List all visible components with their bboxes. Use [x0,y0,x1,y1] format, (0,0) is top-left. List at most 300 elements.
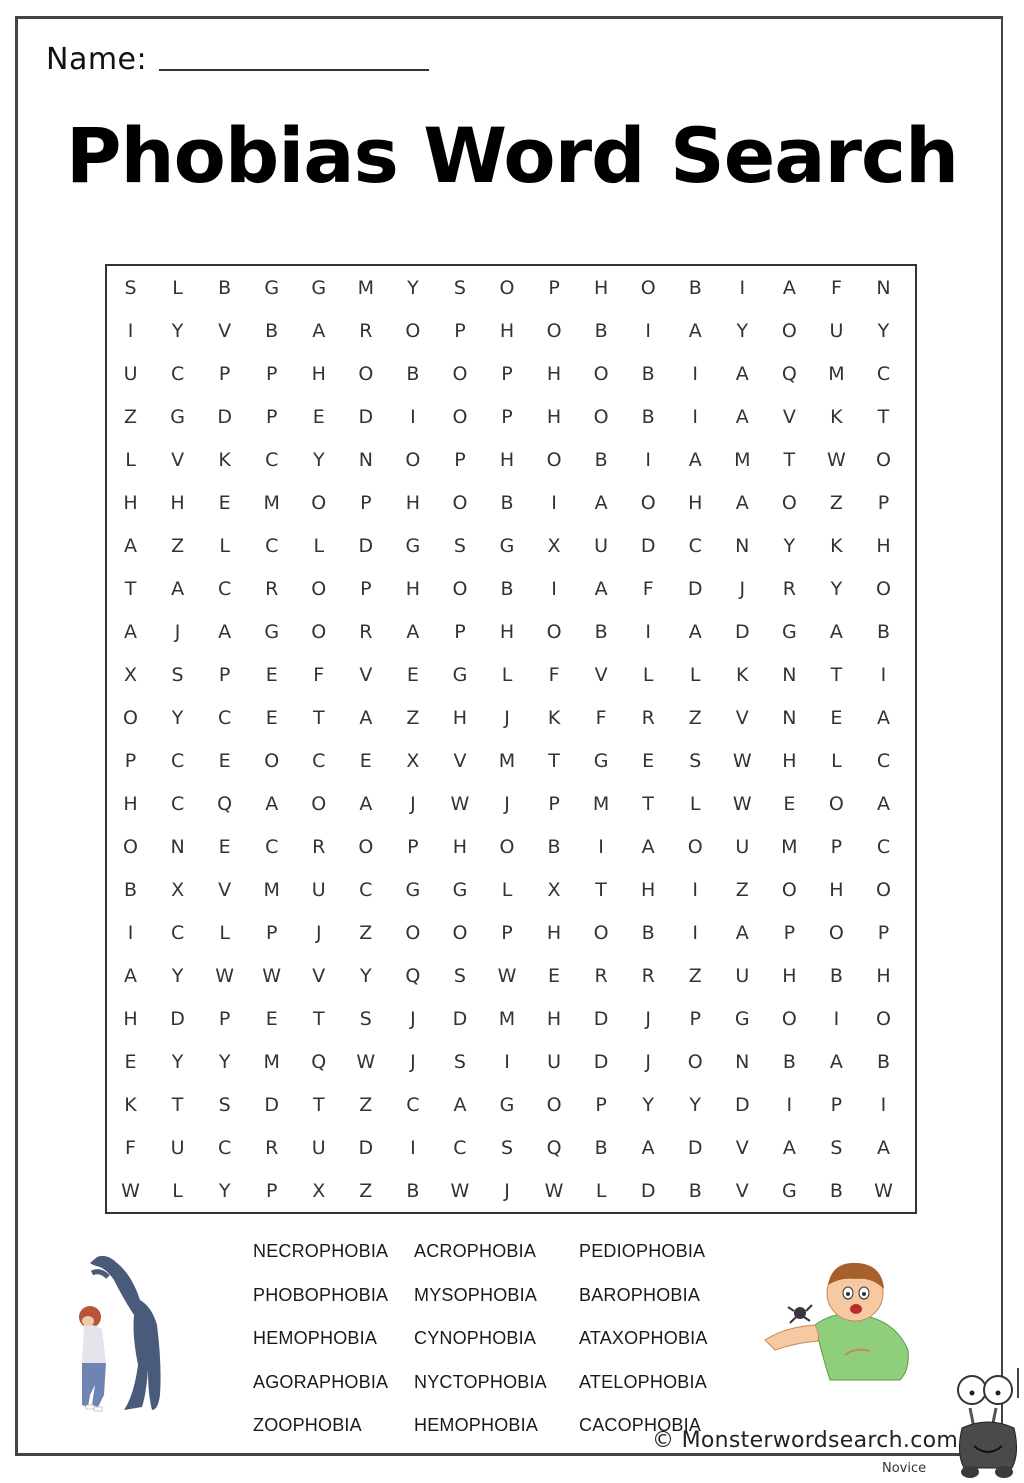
grid-cell[interactable]: V [453,749,467,772]
grid-cell[interactable]: O [781,878,797,901]
grid-cell[interactable]: Y [218,1050,231,1073]
grid-cell[interactable]: O [546,448,562,471]
grid-cell[interactable]: O [640,491,656,514]
grid-cell[interactable]: O [452,362,468,385]
grid-cell[interactable]: C [876,749,891,772]
grid-cell[interactable]: V [735,1179,749,1202]
grid-cell[interactable]: L [219,534,230,557]
grid-cell[interactable]: E [642,749,655,772]
grid-cell[interactable]: A [876,792,890,815]
grid-cell[interactable]: J [315,921,322,944]
grid-cell[interactable]: J [739,577,746,600]
grid-cell[interactable]: M [828,362,845,385]
grid-cell[interactable]: M [357,276,375,299]
grid-cell[interactable]: T [595,878,607,901]
grid-cell[interactable]: V [171,448,185,471]
grid-cell[interactable]: X [406,749,420,772]
grid-cell[interactable]: B [218,276,232,299]
grid-cell[interactable]: D [264,1093,280,1116]
grid-cell[interactable]: A [735,921,749,944]
grid-cell[interactable]: W [732,792,752,815]
grid-cell[interactable]: M [592,792,610,815]
grid-cell[interactable]: O [781,491,797,514]
grid-cell[interactable]: H [876,534,891,557]
grid-cell[interactable]: H [641,878,656,901]
grid-cell[interactable]: R [312,835,326,858]
grid-cell[interactable]: G [452,663,468,686]
grid-cell[interactable]: R [359,319,373,342]
grid-cell[interactable]: P [501,921,513,944]
grid-cell[interactable]: C [218,577,232,600]
grid-cell[interactable]: U [311,878,326,901]
grid-cell[interactable]: E [265,663,278,686]
grid-cell[interactable]: C [453,1136,467,1159]
grid-cell[interactable]: Z [359,1179,373,1202]
grid-cell[interactable]: C [170,362,185,385]
grid-cell[interactable]: Y [218,1179,231,1202]
grid-cell[interactable]: F [830,276,842,299]
grid-cell[interactable]: O [687,835,703,858]
grid-cell[interactable]: C [312,749,326,772]
grid-cell[interactable]: P [595,1093,607,1116]
grid-cell[interactable]: L [172,1179,183,1202]
grid-cell[interactable]: B [500,491,514,514]
grid-cell[interactable]: M [781,835,798,858]
grid-cell[interactable]: V [359,663,373,686]
grid-cell[interactable]: R [594,964,608,987]
grid-cell[interactable]: Y [171,1050,184,1073]
grid-cell[interactable]: Y [171,964,184,987]
grid-cell[interactable]: R [641,706,655,729]
grid-cell[interactable]: L [595,1179,607,1202]
grid-cell[interactable]: Z [171,534,185,557]
grid-cell[interactable]: T [830,663,843,686]
grid-cell[interactable]: I [833,1007,840,1030]
grid-cell[interactable]: P [454,620,466,643]
grid-cell[interactable]: L [689,792,701,815]
grid-cell[interactable]: P [830,835,843,858]
grid-cell[interactable]: A [641,835,655,858]
grid-cell[interactable]: B [782,1050,796,1073]
grid-cell[interactable]: Z [688,964,702,987]
grid-cell[interactable]: S [124,276,137,299]
grid-cell[interactable]: J [174,620,181,643]
grid-cell[interactable]: P [548,276,560,299]
grid-cell[interactable]: O [546,319,562,342]
grid-cell[interactable]: B [641,921,655,944]
grid-cell[interactable]: O [593,362,609,385]
grid-cell[interactable]: T [642,792,654,815]
grid-cell[interactable]: P [265,1179,278,1202]
grid-cell[interactable]: O [311,577,327,600]
grid-cell[interactable]: S [689,749,702,772]
grid-cell[interactable]: W [827,448,846,471]
grid-cell[interactable]: I [692,878,699,901]
grid-cell[interactable]: H [123,792,138,815]
grid-cell[interactable]: L [831,749,842,772]
grid-cell[interactable]: H [829,878,844,901]
grid-cell[interactable]: Y [407,276,419,299]
grid-cell[interactable]: J [645,1050,651,1073]
grid-cell[interactable]: O [875,878,891,901]
grid-cell[interactable]: I [692,405,699,428]
grid-cell[interactable]: U [311,1136,326,1159]
grid-cell[interactable]: D [593,1007,609,1030]
grid-cell[interactable]: O [546,1093,562,1116]
grid-cell[interactable]: H [170,491,185,514]
grid-cell[interactable]: A [688,448,702,471]
grid-cell[interactable]: U [594,534,609,557]
grid-cell[interactable]: B [547,835,561,858]
grid-cell[interactable]: G [264,276,280,299]
grid-cell[interactable]: O [452,491,468,514]
grid-cell[interactable]: O [405,448,421,471]
grid-cell[interactable]: G [405,878,421,901]
grid-cell[interactable]: P [548,792,560,815]
grid-cell[interactable]: H [593,276,609,299]
grid-cell[interactable]: L [642,663,654,686]
grid-cell[interactable]: D [452,1007,468,1030]
grid-cell[interactable]: X [312,1179,326,1202]
grid-cell[interactable]: O [405,319,421,342]
grid-cell[interactable]: B [688,276,702,299]
grid-cell[interactable]: A [265,792,279,815]
grid-cell[interactable]: O [452,577,468,600]
grid-cell[interactable]: A [735,491,749,514]
grid-cell[interactable]: D [170,1007,185,1030]
grid-cell[interactable]: P [218,1007,231,1030]
grid-cell[interactable]: H [546,405,562,428]
grid-cell[interactable]: F [642,577,654,600]
grid-cell[interactable]: A [782,1136,796,1159]
grid-cell[interactable]: A [124,620,138,643]
grid-cell[interactable]: Z [124,405,138,428]
grid-cell[interactable]: Y [312,448,325,471]
grid-cell[interactable]: B [124,878,138,901]
grid-cell[interactable]: P [218,362,231,385]
grid-cell[interactable]: K [218,448,231,471]
grid-cell[interactable]: H [688,491,703,514]
grid-cell[interactable]: S [830,1136,843,1159]
grid-cell[interactable]: A [124,534,138,557]
grid-cell[interactable]: I [598,835,604,858]
grid-cell[interactable]: A [735,405,749,428]
grid-cell[interactable]: S [453,1050,466,1073]
grid-cell[interactable]: C [218,1136,232,1159]
grid-cell[interactable]: K [124,1093,137,1116]
grid-cell[interactable]: S [453,964,466,987]
grid-cell[interactable]: H [546,362,562,385]
grid-cell[interactable]: A [688,319,702,342]
grid-cell[interactable]: I [551,491,557,514]
grid-cell[interactable]: M [263,878,280,901]
grid-cell[interactable]: A [829,620,843,643]
grid-cell[interactable]: E [783,792,796,815]
grid-cell[interactable]: X [547,534,561,557]
grid-cell[interactable]: D [593,1050,609,1073]
grid-cell[interactable]: T [548,749,560,772]
grid-cell[interactable]: N [876,276,891,299]
grid-cell[interactable]: I [127,319,134,342]
grid-cell[interactable]: I [127,921,134,944]
grid-cell[interactable]: X [124,663,138,686]
grid-cell[interactable]: R [782,577,796,600]
grid-cell[interactable]: T [312,1007,325,1030]
grid-cell[interactable]: W [356,1050,376,1073]
grid-cell[interactable]: Q [405,964,421,987]
grid-cell[interactable]: H [546,921,562,944]
grid-cell[interactable]: O [875,577,891,600]
grid-cell[interactable]: N [782,663,797,686]
grid-cell[interactable]: O [499,835,515,858]
grid-cell[interactable]: E [218,835,231,858]
grid-cell[interactable]: D [734,620,750,643]
grid-cell[interactable]: V [218,319,232,342]
grid-cell[interactable]: L [689,663,701,686]
grid-cell[interactable]: D [687,1136,703,1159]
grid-cell[interactable]: A [641,1136,655,1159]
grid-cell[interactable]: E [218,491,231,514]
grid-cell[interactable]: D [734,1093,750,1116]
grid-cell[interactable]: E [548,964,561,987]
grid-cell[interactable]: O [593,405,609,428]
grid-cell[interactable]: J [410,1050,416,1073]
grid-cell[interactable]: H [782,964,797,987]
grid-cell[interactable]: O [828,921,844,944]
grid-cell[interactable]: W [732,749,752,772]
grid-cell[interactable]: U [735,964,750,987]
grid-cell[interactable]: J [410,1007,416,1030]
grid-cell[interactable]: B [500,577,514,600]
grid-cell[interactable]: K [830,405,843,428]
grid-cell[interactable]: O [875,448,891,471]
grid-cell[interactable]: M [263,491,280,514]
grid-cell[interactable]: P [360,491,372,514]
grid-cell[interactable]: H [499,319,515,342]
grid-cell[interactable]: B [876,620,890,643]
grid-cell[interactable]: Y [689,1093,702,1116]
grid-cell[interactable]: B [594,319,608,342]
grid-cell[interactable]: W [450,1179,470,1202]
grid-cell[interactable]: C [265,448,279,471]
grid-cell[interactable]: N [782,706,797,729]
grid-cell[interactable]: O [123,835,138,858]
grid-cell[interactable]: E [218,749,231,772]
grid-cell[interactable]: A [171,577,185,600]
grid-cell[interactable]: O [452,921,468,944]
grid-cell[interactable]: C [265,835,279,858]
grid-cell[interactable]: I [786,1093,793,1116]
grid-cell[interactable]: V [594,663,608,686]
grid-cell[interactable]: I [880,1093,887,1116]
grid-cell[interactable]: R [265,577,279,600]
grid-cell[interactable]: J [504,706,510,729]
grid-cell[interactable]: L [125,448,136,471]
grid-cell[interactable]: C [359,878,373,901]
grid-cell[interactable]: A [359,792,373,815]
grid-cell[interactable]: Z [359,921,373,944]
grid-cell[interactable]: L [501,878,513,901]
grid-cell[interactable]: Y [642,1093,654,1116]
grid-cell[interactable]: P [877,921,890,944]
grid-cell[interactable]: C [406,1093,420,1116]
grid-cell[interactable]: T [171,1093,184,1116]
grid-cell[interactable]: P [360,577,372,600]
grid-cell[interactable]: I [551,577,557,600]
grid-cell[interactable]: W [121,1179,140,1202]
grid-cell[interactable]: E [312,405,325,428]
grid-cell[interactable]: Q [311,1050,327,1073]
grid-cell[interactable]: J [504,792,510,815]
grid-cell[interactable]: P [830,1093,843,1116]
grid-cell[interactable]: D [687,577,703,600]
grid-cell[interactable]: B [829,1179,843,1202]
grid-cell[interactable]: C [170,921,185,944]
grid-cell[interactable]: B [406,362,420,385]
grid-cell[interactable]: H [311,362,326,385]
grid-cell[interactable]: W [215,964,235,987]
grid-cell[interactable]: D [217,405,232,428]
grid-cell[interactable]: Y [171,706,184,729]
grid-cell[interactable]: V [782,405,796,428]
grid-cell[interactable]: M [734,448,751,471]
grid-cell[interactable]: M [498,1007,516,1030]
grid-cell[interactable]: I [692,921,699,944]
grid-cell[interactable]: F [125,1136,136,1159]
grid-cell[interactable]: P [454,448,466,471]
grid-cell[interactable]: B [594,620,608,643]
grid-cell[interactable]: G [593,749,609,772]
grid-cell[interactable]: J [410,792,416,815]
grid-cell[interactable]: E [830,706,843,729]
grid-cell[interactable]: P [501,362,513,385]
grid-cell[interactable]: P [218,663,231,686]
grid-cell[interactable]: H [876,964,891,987]
grid-cell[interactable]: C [218,706,232,729]
grid-cell[interactable]: I [880,663,887,686]
grid-cell[interactable]: P [265,362,278,385]
grid-cell[interactable]: P [689,1007,701,1030]
grid-cell[interactable]: Q [781,362,797,385]
grid-cell[interactable]: I [504,1050,510,1073]
grid-cell[interactable]: O [311,491,327,514]
grid-cell[interactable]: G [734,1007,750,1030]
grid-cell[interactable]: T [124,577,137,600]
grid-cell[interactable]: P [265,921,278,944]
grid-cell[interactable]: O [358,835,374,858]
grid-cell[interactable]: G [781,1179,797,1202]
grid-cell[interactable]: G [264,620,280,643]
grid-cell[interactable]: Z [735,878,749,901]
grid-cell[interactable]: C [170,749,185,772]
grid-cell[interactable]: D [358,534,374,557]
grid-cell[interactable]: W [544,1179,564,1202]
grid-cell[interactable]: P [783,921,796,944]
grid-cell[interactable]: S [500,1136,514,1159]
grid-cell[interactable]: S [171,663,184,686]
grid-cell[interactable]: O [123,706,138,729]
grid-cell[interactable]: B [594,1136,608,1159]
grid-cell[interactable]: A [876,706,890,729]
grid-cell[interactable]: A [453,1093,467,1116]
grid-cell[interactable]: H [782,749,797,772]
grid-cell[interactable]: O [546,620,562,643]
grid-cell[interactable]: D [640,1179,656,1202]
grid-cell[interactable]: H [405,491,421,514]
grid-cell[interactable]: E [359,749,372,772]
grid-cell[interactable]: W [874,1179,893,1202]
grid-cell[interactable]: C [265,534,279,557]
grid-cell[interactable]: O [640,276,656,299]
grid-cell[interactable]: Y [360,964,372,987]
grid-cell[interactable]: I [410,405,416,428]
grid-cell[interactable]: O [264,749,280,772]
grid-cell[interactable]: N [170,835,185,858]
grid-cell[interactable]: Z [829,491,843,514]
grid-cell[interactable]: U [735,835,750,858]
grid-cell[interactable]: O [781,319,797,342]
grid-cell[interactable]: I [739,276,746,299]
grid-cell[interactable]: Z [406,706,420,729]
grid-cell[interactable]: W [262,964,282,987]
grid-cell[interactable]: E [265,706,278,729]
grid-cell[interactable]: A [312,319,326,342]
grid-cell[interactable]: F [595,706,607,729]
grid-cell[interactable]: W [497,964,517,987]
grid-cell[interactable]: B [688,1179,702,1202]
grid-cell[interactable]: B [594,448,608,471]
grid-cell[interactable]: G [499,1093,515,1116]
grid-cell[interactable]: L [172,276,183,299]
grid-cell[interactable]: D [358,405,374,428]
grid-cell[interactable]: A [594,491,608,514]
grid-cell[interactable]: A [406,620,420,643]
grid-cell[interactable]: N [735,1050,750,1073]
grid-cell[interactable]: C [876,362,891,385]
grid-cell[interactable]: T [877,405,890,428]
grid-cell[interactable]: P [124,749,137,772]
grid-cell[interactable]: H [546,1007,562,1030]
grid-cell[interactable]: L [313,534,325,557]
grid-cell[interactable]: C [170,792,185,815]
grid-cell[interactable]: T [783,448,796,471]
grid-cell[interactable]: V [735,706,749,729]
grid-cell[interactable]: L [219,921,230,944]
grid-cell[interactable]: M [263,1050,280,1073]
grid-cell[interactable]: B [406,1179,420,1202]
grid-cell[interactable]: Y [783,534,796,557]
grid-cell[interactable]: O [828,792,844,815]
grid-cell[interactable]: X [547,878,561,901]
grid-cell[interactable]: O [781,1007,797,1030]
grid-cell[interactable]: B [641,405,655,428]
grid-cell[interactable]: G [499,534,515,557]
grid-cell[interactable]: D [358,1136,374,1159]
grid-cell[interactable]: U [170,1136,185,1159]
grid-cell[interactable]: O [875,1007,891,1030]
grid-cell[interactable]: K [830,534,843,557]
grid-cell[interactable]: G [311,276,327,299]
grid-cell[interactable]: X [171,878,185,901]
grid-cell[interactable]: A [124,964,138,987]
grid-cell[interactable]: I [410,1136,416,1159]
grid-cell[interactable]: Z [688,706,702,729]
grid-cell[interactable]: Y [877,319,890,342]
grid-cell[interactable]: H [452,706,468,729]
grid-cell[interactable]: H [123,1007,138,1030]
grid-cell[interactable]: B [265,319,279,342]
grid-cell[interactable]: A [359,706,373,729]
